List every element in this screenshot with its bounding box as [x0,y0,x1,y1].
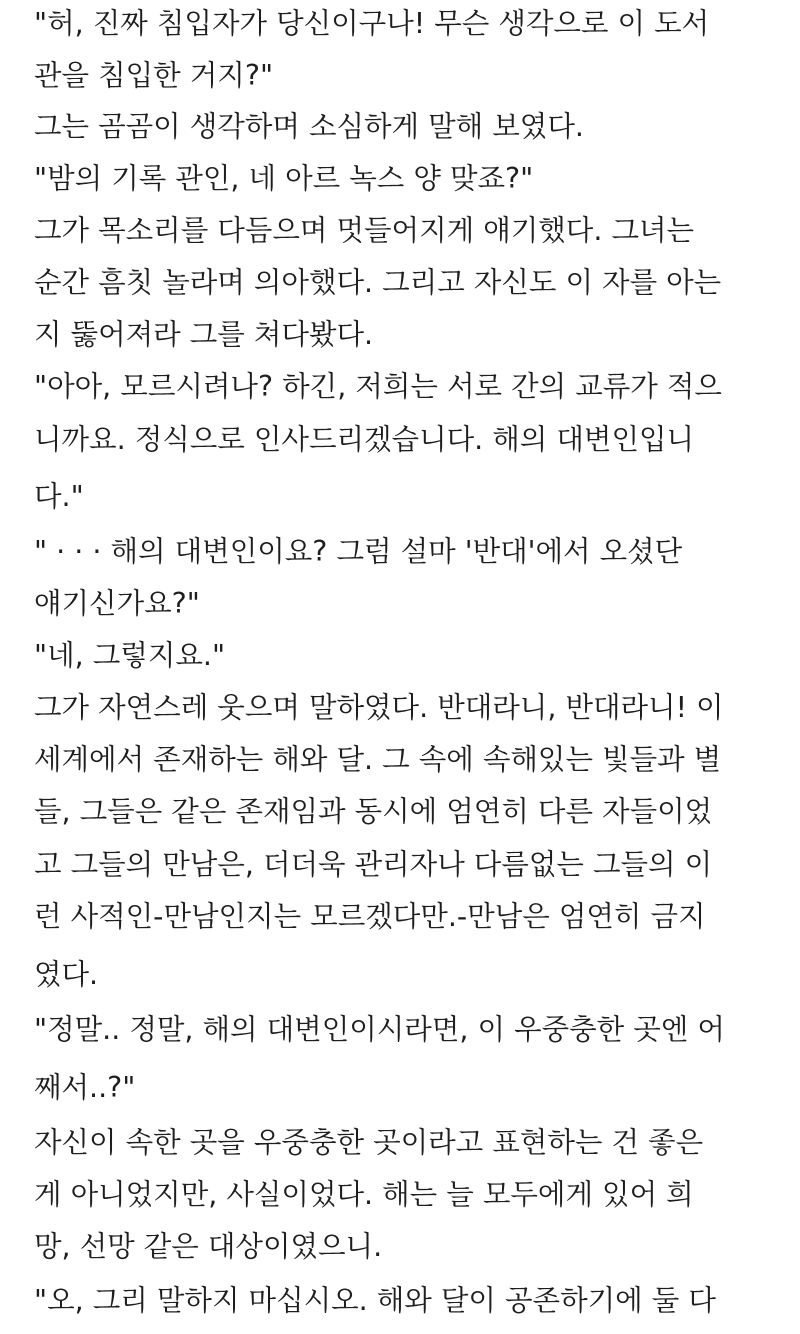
text-line: "밤의 기록 관인, 네 아르 녹스 양 맞죠?" [34,162,534,195]
text-line: "오, 그리 말하지 마십시오. 해와 달이 공존하기에 둘 다 [34,1284,716,1317]
text-line: 망, 선망 같은 대상이였으니. [34,1230,383,1263]
text-line: " · · · 해의 대변인이요? 그럼 설마 '반대'에서 오셨단 [34,535,683,568]
text-line: 지 뚫어져라 그를 쳐다봤다. [34,318,374,351]
text-line: 다." [34,480,84,513]
text-line: "허, 진짜 침입자가 당신이구나! 무슨 생각으로 이 도서 [34,7,710,40]
text-line: 순간 흠칫 놀라며 의아했다. 그리고 자신도 이 자를 아는 [34,266,722,299]
text-line: 세계에서 존재하는 해와 달. 그 속에 속해있는 빛들과 별 [34,743,722,776]
text-line: 자신이 속한 곳을 우중충한 곳이라고 표현하는 건 좋은 [34,1126,704,1159]
text-line: 그는 곰곰이 생각하며 소심하게 말해 보였다. [34,110,584,143]
text-line: 고 그들의 만남은, 더더욱 관리자나 다름없는 그들의 이 [34,848,713,881]
text-line: 얘기신가요?" [34,587,200,620]
text-line: 게 아니었지만, 사실이었다. 해는 늘 모두에게 있어 희 [34,1178,694,1211]
text-line: "네, 그렇지요." [34,639,226,672]
text-line: 런 사적인-만남인지는 모르겠다만.-만남은 엄연히 금지 [34,900,706,933]
text-line: 였다. [34,958,99,991]
text-line: 니까요. 정식으로 인사드리겠습니다. 해의 대변인입니 [34,423,695,456]
text-line: 들, 그들은 같은 존재임과 동시에 엄연히 다른 자들이었 [34,795,713,828]
text-line: 그가 자연스레 웃으며 말하였다. 반대라니, 반대라니! 이 [34,691,724,724]
text-line: 그가 목소리를 다듬으며 멋들어지게 얘기했다. 그녀는 [34,214,695,247]
text-line: "정말.. 정말, 해의 대변인이시라면, 이 우중충한 곳엔 어 [34,1013,725,1046]
text-line: 관을 침입한 거지?" [34,59,274,92]
text-line: "아아, 모르시려나? 하긴, 저희는 서로 간의 교류가 적으 [34,370,722,403]
text-line: 째서..?" [34,1071,136,1104]
